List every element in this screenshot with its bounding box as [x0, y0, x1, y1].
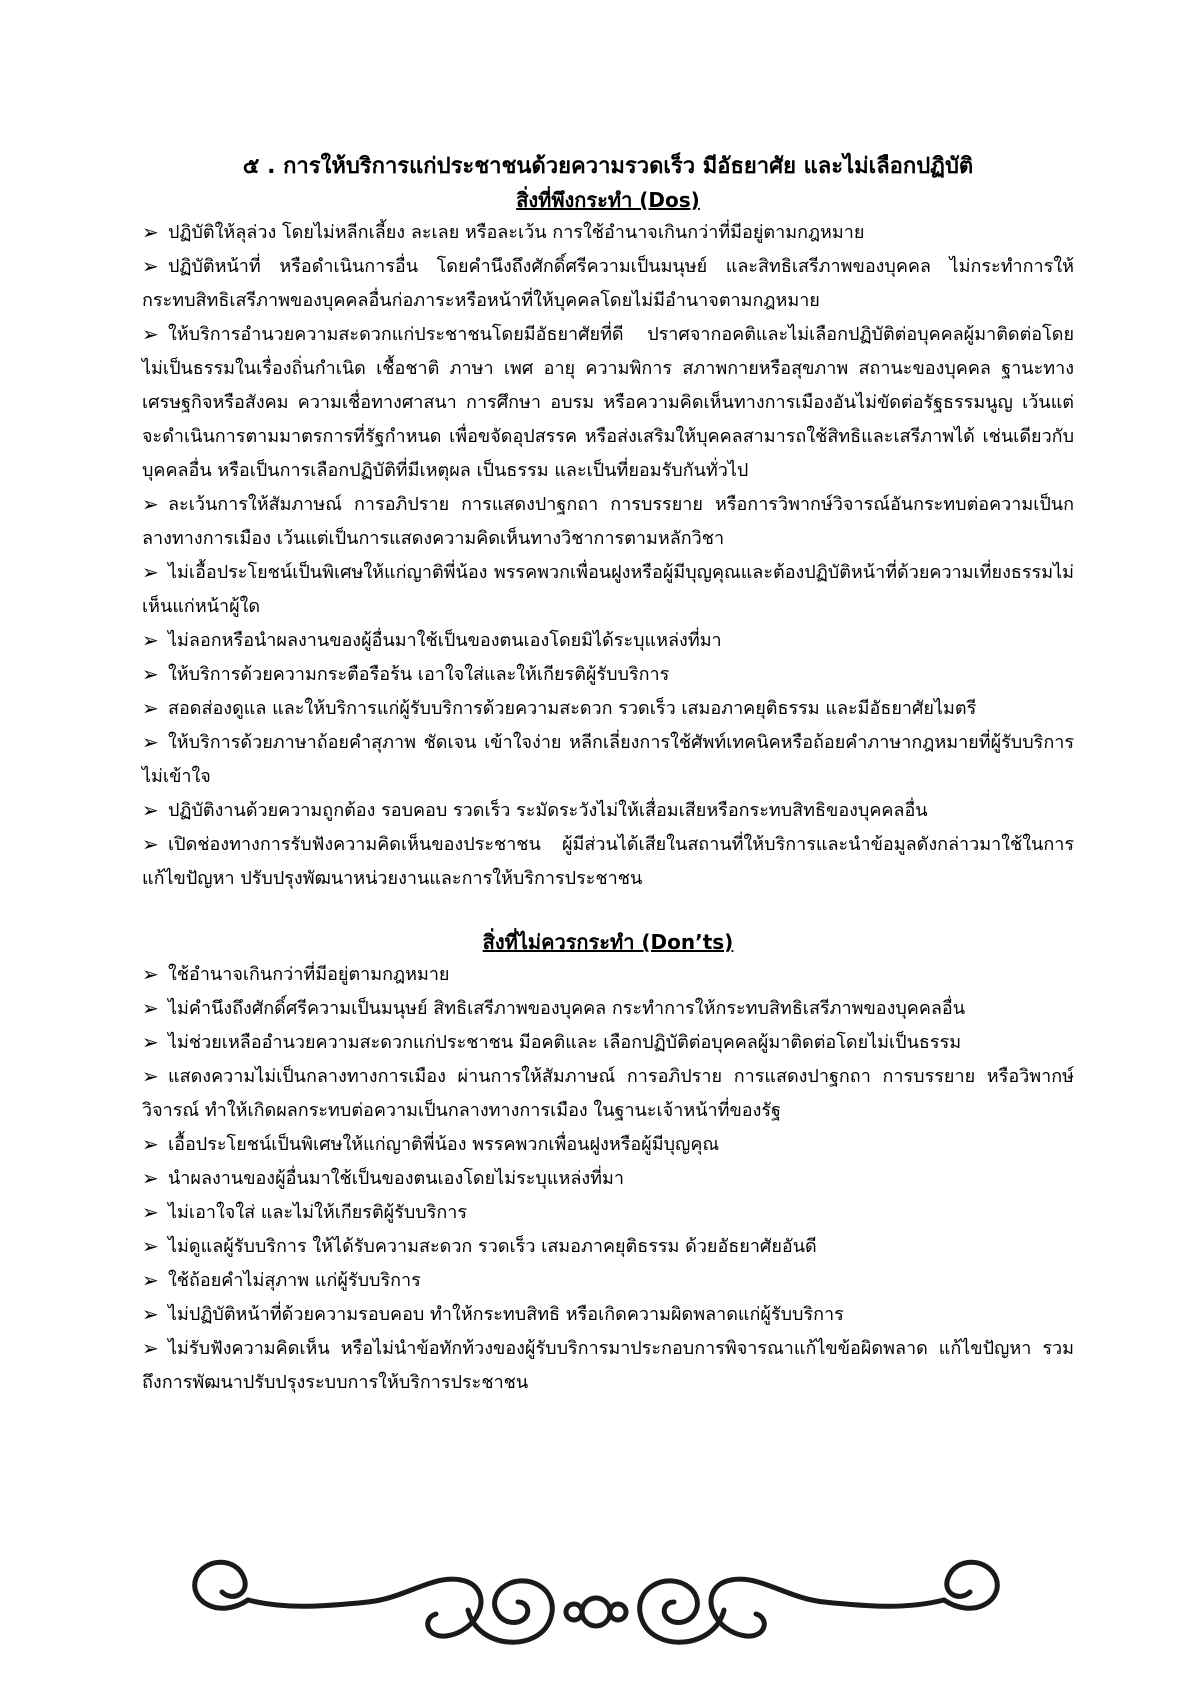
list-item	[142, 1128, 1074, 1162]
list-item	[142, 794, 1074, 828]
scroll-ornament-icon	[178, 1540, 1014, 1660]
list-item-text: ให้บริการด้วยภาษาถ้อยคำสุภาพ ชัดเจน เข้าใจง่าย หลีกเลี่ยงการใช้ศัพท์เทคนิคหรือถ้อยคำภาษากฎหมายที่ผู้รับบริการไม่เข้าใจ	[142, 732, 1074, 787]
arrow-bullet-icon: ➢	[142, 662, 159, 686]
arrow-bullet-icon: ➢	[142, 254, 159, 278]
arrow-bullet-icon: ➢	[142, 628, 159, 652]
list-item-text: ไม่ดูแลผู้รับบริการ ให้ได้รับความสะดวก รวดเร็ว เสมอภาคยุติธรรม ด้วยอัธยาศัยอันดี	[168, 1236, 817, 1257]
list-item-text: แสดงความไม่เป็นกลางทางการเมือง ผ่านการให้สัมภาษณ์ การอภิปราย การแสดงปาฐกถา การบรรยาย หรือวิพากษ์วิจารณ์ ทำให้เกิดผลกระทบต่อความเป็นกลางทางการเมือง ในฐานะเจ้าหน้าที่ของรัฐ	[142, 1066, 1074, 1121]
list-item-text: ละเว้นการให้สัมภาษณ์ การอภิปราย การแสดงปาฐกถา การบรรยาย หรือการวิพากษ์วิจารณ์อันกระทบต่อความเป็นกลางทางการเมือง เว้นแต่เป็นการแสดงความคิดเห็นทางวิชาการตามหลักวิชา	[142, 494, 1074, 549]
arrow-bullet-icon: ➢	[142, 1336, 159, 1360]
list-item-text: เอื้อประโยชน์เป็นพิเศษให้แก่ญาติพี่น้อง พรรคพวกเพื่อนฝูงหรือผู้มีบุญคุณ	[168, 1134, 720, 1155]
arrow-bullet-icon: ➢	[142, 1302, 159, 1326]
arrow-bullet-icon: ➢	[142, 322, 159, 346]
list-item-text: สอดส่องดูแล และให้บริการแก่ผู้รับบริการด้วยความสะดวก รวดเร็ว เสมอภาคยุติธรรม และมีอัธยาศัยไมตรี	[168, 698, 977, 719]
list-item	[142, 958, 1074, 992]
list-item	[142, 1060, 1074, 1128]
list-item-text: ไม่ปฏิบัติหน้าที่ด้วยความรอบคอบ ทำให้กระทบสิทธิ หรือเกิดความผิดพลาดแก่ผู้รับบริการ	[168, 1304, 844, 1325]
arrow-bullet-icon: ➢	[142, 996, 159, 1020]
donts-heading: สิ่งที่ไม่ควรกระทำ (Don’ts)	[482, 930, 734, 954]
list-item-text: ไม่คำนึงถึงศักดิ์ศรีความเป็นมนุษย์ สิทธิเสรีภาพของบุคคล กระทำการให้กระทบสิทธิเสรีภาพของบุคคลอื่น	[168, 998, 966, 1019]
list-item	[142, 692, 1074, 726]
list-item	[142, 658, 1074, 692]
list-item	[142, 828, 1074, 896]
list-item	[142, 1298, 1074, 1332]
list-item	[142, 1026, 1074, 1060]
arrow-bullet-icon: ➢	[142, 220, 159, 244]
list-item	[142, 1230, 1074, 1264]
arrow-bullet-icon: ➢	[142, 1064, 159, 1088]
document-page	[142, 150, 1074, 1400]
arrow-bullet-icon: ➢	[142, 1030, 159, 1054]
list-item-text: ไม่เอื้อประโยชน์เป็นพิเศษให้แก่ญาติพี่น้อง พรรคพวกเพื่อนฝูงหรือผู้มีบุญคุณและต้องปฏิบัติหน้าที่ด้วยความเที่ยงธรรมไม่เห็นแก่หน้าผู้ใด	[142, 562, 1074, 617]
list-item	[142, 992, 1074, 1026]
arrow-bullet-icon: ➢	[142, 1234, 159, 1258]
list-item-text: ปฏิบัติหน้าที่ หรือดำเนินการอื่น โดยคำนึงถึงศักดิ์ศรีความเป็นมนุษย์ และสิทธิเสรีภาพของบุคคล ไม่กระทำการให้กระทบสิทธิเสรีภาพของบุคคลอื่นก่อภาระหรือหน้าที่ให้บุคคลโดยไม่มีอำนาจตามกฎหมาย	[142, 256, 1074, 311]
arrow-bullet-icon: ➢	[142, 1268, 159, 1292]
list-item-text: ปฏิบัติให้ลุล่วง โดยไม่หลีกเลี้ยง ละเลย หรือละเว้น การใช้อำนาจเกินกว่าที่มีอยู่ตามกฎหมาย	[168, 222, 865, 243]
list-item	[142, 1196, 1074, 1230]
arrow-bullet-icon: ➢	[142, 560, 159, 584]
arrow-bullet-icon: ➢	[142, 832, 159, 856]
list-item-text: ปฏิบัติงานด้วยความถูกต้อง รอบคอบ รวดเร็ว ระมัดระวังไม่ให้เสื่อมเสียหรือกระทบสิทธิของบุคคลอื่น	[168, 800, 928, 821]
list-item	[142, 1264, 1074, 1298]
list-item-text: ไม่ลอกหรือนำผลงานของผู้อื่นมาใช้เป็นของตนเองโดยมิได้ระบุแหล่งที่มา	[168, 630, 722, 651]
list-item	[142, 556, 1074, 624]
arrow-bullet-icon: ➢	[142, 696, 159, 720]
list-item	[142, 624, 1074, 658]
arrow-bullet-icon: ➢	[142, 1166, 159, 1190]
list-item-text: ใช้อำนาจเกินกว่าที่มีอยู่ตามกฎหมาย	[168, 964, 450, 985]
list-item-text: ไม่รับฟังความคิดเห็น หรือไม่นำข้อทักท้วงของผู้รับบริการมาประกอบการพิจารณาแก้ไขข้อผิดพลาด แก้ไขปัญหา รวมถึงการพัฒนาปรับปรุงระบบการให้บริการประชาชน	[142, 1338, 1074, 1393]
list-item-text: ไม่ช่วยเหลืออำนวยความสะดวกแก่ประชาชน มีอคติและ เลือกปฏิบัติต่อบุคคลผู้มาติดต่อโดยไม่เป็นธรรม	[168, 1032, 962, 1053]
list-item	[142, 250, 1074, 318]
arrow-bullet-icon: ➢	[142, 492, 159, 516]
dos-heading: สิ่งที่พึงกระทำ (Dos)	[516, 188, 700, 212]
arrow-bullet-icon: ➢	[142, 798, 159, 822]
arrow-bullet-icon: ➢	[142, 730, 159, 754]
donts-list	[142, 958, 1074, 1400]
dos-list	[142, 216, 1074, 896]
list-item-text: นำผลงานของผู้อื่นมาใช้เป็นของตนเองโดยไม่ระบุแหล่งที่มา	[168, 1168, 624, 1189]
list-item-text: ไม่เอาใจใส่ และไม่ให้เกียรติผู้รับบริการ	[168, 1202, 468, 1223]
list-item	[142, 1332, 1074, 1400]
arrow-bullet-icon: ➢	[142, 1200, 159, 1224]
list-item-text: เปิดช่องทางการรับฟังความคิดเห็นของประชาชน ผู้มีส่วนได้เสียในสถานที่ให้บริการและนำข้อมูลดังกล่าวมาใช้ในการแก้ไขปัญหา ปรับปรุงพัฒนาหน่วยงานและการให้บริการประชาชน	[142, 834, 1074, 889]
list-item	[142, 318, 1074, 488]
list-item-text: ให้บริการด้วยความกระตือรือร้น เอาใจใส่และให้เกียรติผู้รับบริการ	[168, 664, 670, 685]
list-item	[142, 488, 1074, 556]
arrow-bullet-icon: ➢	[142, 962, 159, 986]
list-item	[142, 726, 1074, 794]
list-item	[142, 216, 1074, 250]
list-item-text: ให้บริการอำนวยความสะดวกแก่ประชาชนโดยมีอัธยาศัยที่ดี ปราศจากอคติและไม่เลือกปฏิบัติต่อบุคคลผู้มาติดต่อโดยไม่เป็นธรรมในเรื่องถิ่นกำเนิด เชื้อชาติ ภาษา เพศ อายุ ความพิการ สภาพกายหรือสุขภาพ สถานะของบุคคล ฐานะทางเศรษฐกิจหรือสังคม ความเชื่อทางศาสนา การศึกษา อบรม หรือความคิดเห็นทางการเมืองอันไม่ขัดต่อรัฐธรรมนูญ เว้นแต่จะดำเนินการตามมาตรการที่รัฐกำหนด เพื่อขจัดอุปสรรค หรือส่งเสริมให้บุคคลสามารถใช้สิทธิและเสรีภาพได้ เช่นเดียวกับบุคคลอื่น หรือเป็นการเลือกปฏิบัติที่มีเหตุผล เป็นธรรม และเป็นที่ยอมรับกันทั่วไป	[142, 324, 1074, 481]
list-item	[142, 1162, 1074, 1196]
ornament-strokes	[195, 1562, 998, 1642]
list-item-text: ใช้ถ้อยคำไม่สุภาพ แก่ผู้รับบริการ	[168, 1270, 421, 1291]
page-title: ๕ . การให้บริการแก่ประชาชนด้วยความรวดเร็ว มีอัธยาศัย และไม่เลือกปฏิบัติ	[242, 154, 974, 179]
arrow-bullet-icon: ➢	[142, 1132, 159, 1156]
